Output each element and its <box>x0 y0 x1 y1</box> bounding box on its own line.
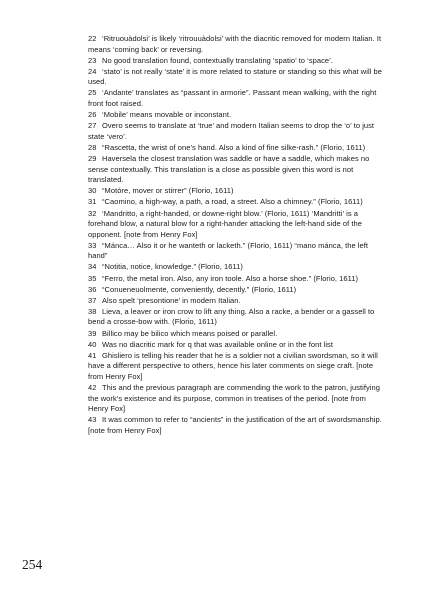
footnote-number: 27 <box>88 121 97 131</box>
footnote <box>88 110 388 121</box>
footnote-number: 30 <box>88 186 97 196</box>
footnote <box>88 383 388 415</box>
footnote-text: Ghisliero is telling his reader that he is a soldier not a civilian swordsman, so it will have a different perspective to others, hence his later comments on siege craft. [note from Henry Fox] <box>88 350 378 381</box>
footnote <box>88 197 388 208</box>
footnote-text: Was no diacritic mark for q that was available online or in the font list <box>102 339 333 349</box>
footnote-text: “Motóre, mover or stirrer” (Florio, 1611) <box>102 186 234 196</box>
footnote-text: It was common to refer to “ancients” in the justification of the art of swordsmanship. [note from Henry Fox] <box>88 415 382 435</box>
footnote-text: “Rascetta, the wrist of one’s hand. Also a kind of fine silke-rash.” (Florio, 1611) <box>102 142 366 152</box>
footnote-number: 28 <box>88 142 97 152</box>
footnote <box>88 209 388 241</box>
footnote-number: 23 <box>88 55 97 65</box>
footnote <box>88 121 388 142</box>
footnote-number: 31 <box>88 197 97 207</box>
footnote-number: 32 <box>88 208 97 218</box>
footnote <box>88 274 388 285</box>
footnote-text: Lieva, a leaver or iron crow to lift any thing. Also a racke, a bender or a gassell to bend a crosse-bow with. (Florio, 1611) <box>88 306 375 327</box>
footnote-text: ‘Andante’ translates as “passant in armorie”. Passant mean walking, with the right front foot raised. <box>88 88 377 109</box>
footnote-number: 34 <box>88 262 97 272</box>
footnote-number: 38 <box>88 306 97 316</box>
footnote-number: 26 <box>88 110 97 120</box>
footnote-text: Also spelt ‘presontione’ in modern Italian. <box>102 295 241 305</box>
footnote <box>88 415 388 436</box>
footnote <box>88 307 388 328</box>
footnotes-list <box>88 34 388 437</box>
footnote-number: 33 <box>88 240 97 250</box>
page-number: 254 <box>22 557 43 572</box>
footnote-text: “Caomino, a high-way, a path, a road, a street. Also a chimney.” (Florio, 1611) <box>102 197 363 207</box>
footnote-text: “Conueneuolmente, conveniently, decently.” (Florio, 1611) <box>102 284 297 294</box>
footnote-number: 35 <box>88 273 97 283</box>
footnote-text: This and the previous paragraph are commending the work to the patron, justifying the work’s existence and its purpose, common in treatises of the period. [note from Henry Fox] <box>88 383 380 414</box>
footnote-text: “Ferro, the metal iron. Also, any iron toole. Also a horse shoe.” (Florio, 1611) <box>102 273 359 283</box>
footnote-text: ‘Mobile’ means movable or inconstant. <box>102 110 232 120</box>
footnote-number: 25 <box>88 88 97 98</box>
footnote-number: 43 <box>88 415 97 425</box>
footnote-number: 22 <box>88 34 97 43</box>
footnote-number: 40 <box>88 339 97 349</box>
footnote-text: No good translation found, contextually translating ‘spatio’ to ‘space’. <box>102 55 333 65</box>
footnote <box>88 340 388 351</box>
footnote <box>88 241 388 262</box>
footnote <box>88 351 388 383</box>
footnote-number: 37 <box>88 295 97 305</box>
footnote <box>88 67 388 88</box>
footnote-number: 41 <box>88 350 97 360</box>
footnote-number: 39 <box>88 328 97 338</box>
footnote-number: 42 <box>88 383 97 392</box>
footnote-text: “Mánca… Also it or he wanteth or lacketh.” (Florio, 1611) “mano mánca, the left hand” <box>88 240 369 261</box>
footnote-number: 36 <box>88 284 97 294</box>
footnote-number: 29 <box>88 154 97 164</box>
footnote-text: Billico may be bilico which means poised or parallel. <box>102 328 278 338</box>
footnote-text: ‘Mandritto, a right-handed, or downe-right blow.’ (Florio, 1611) ‘Mandritti’ is a forehand blow, a natural blow for a right-hander attacking the left-hand side of the opponent. [note from Henry Fox] <box>88 208 362 239</box>
footnote <box>88 329 388 340</box>
footnote-text: Overo seems to translate at ‘true’ and modern Italian seems to drop the ‘o’ to just state ‘vero’. <box>88 121 375 141</box>
footnote-text: Haversela the closest translation was saddle or have a saddle, which makes no sense contextually. This translation is a close as possible given this word is not translated. <box>88 154 370 185</box>
footnote <box>88 143 388 154</box>
footnote <box>88 296 388 307</box>
footnote <box>88 34 388 55</box>
footnote <box>88 154 388 186</box>
footnote <box>88 285 388 296</box>
footnote <box>88 88 388 109</box>
footnote-number: 24 <box>88 66 97 76</box>
footnote-text: ‘stato’ is not really ‘state’ it is more related to stature or standing so this what will be used. <box>88 66 383 87</box>
footnote <box>88 56 388 67</box>
footnote-text: “Notitia, notice, knowledge.” (Florio, 1611) <box>102 262 243 272</box>
footnote <box>88 262 388 273</box>
footnote <box>88 186 388 197</box>
footnote-text: ‘Ritruouàdolsi’ is likely ‘ritrouuàdolsi’ with the diacritic removed for modern Italian. It means ‘coming back’ or reversing. <box>88 34 382 54</box>
